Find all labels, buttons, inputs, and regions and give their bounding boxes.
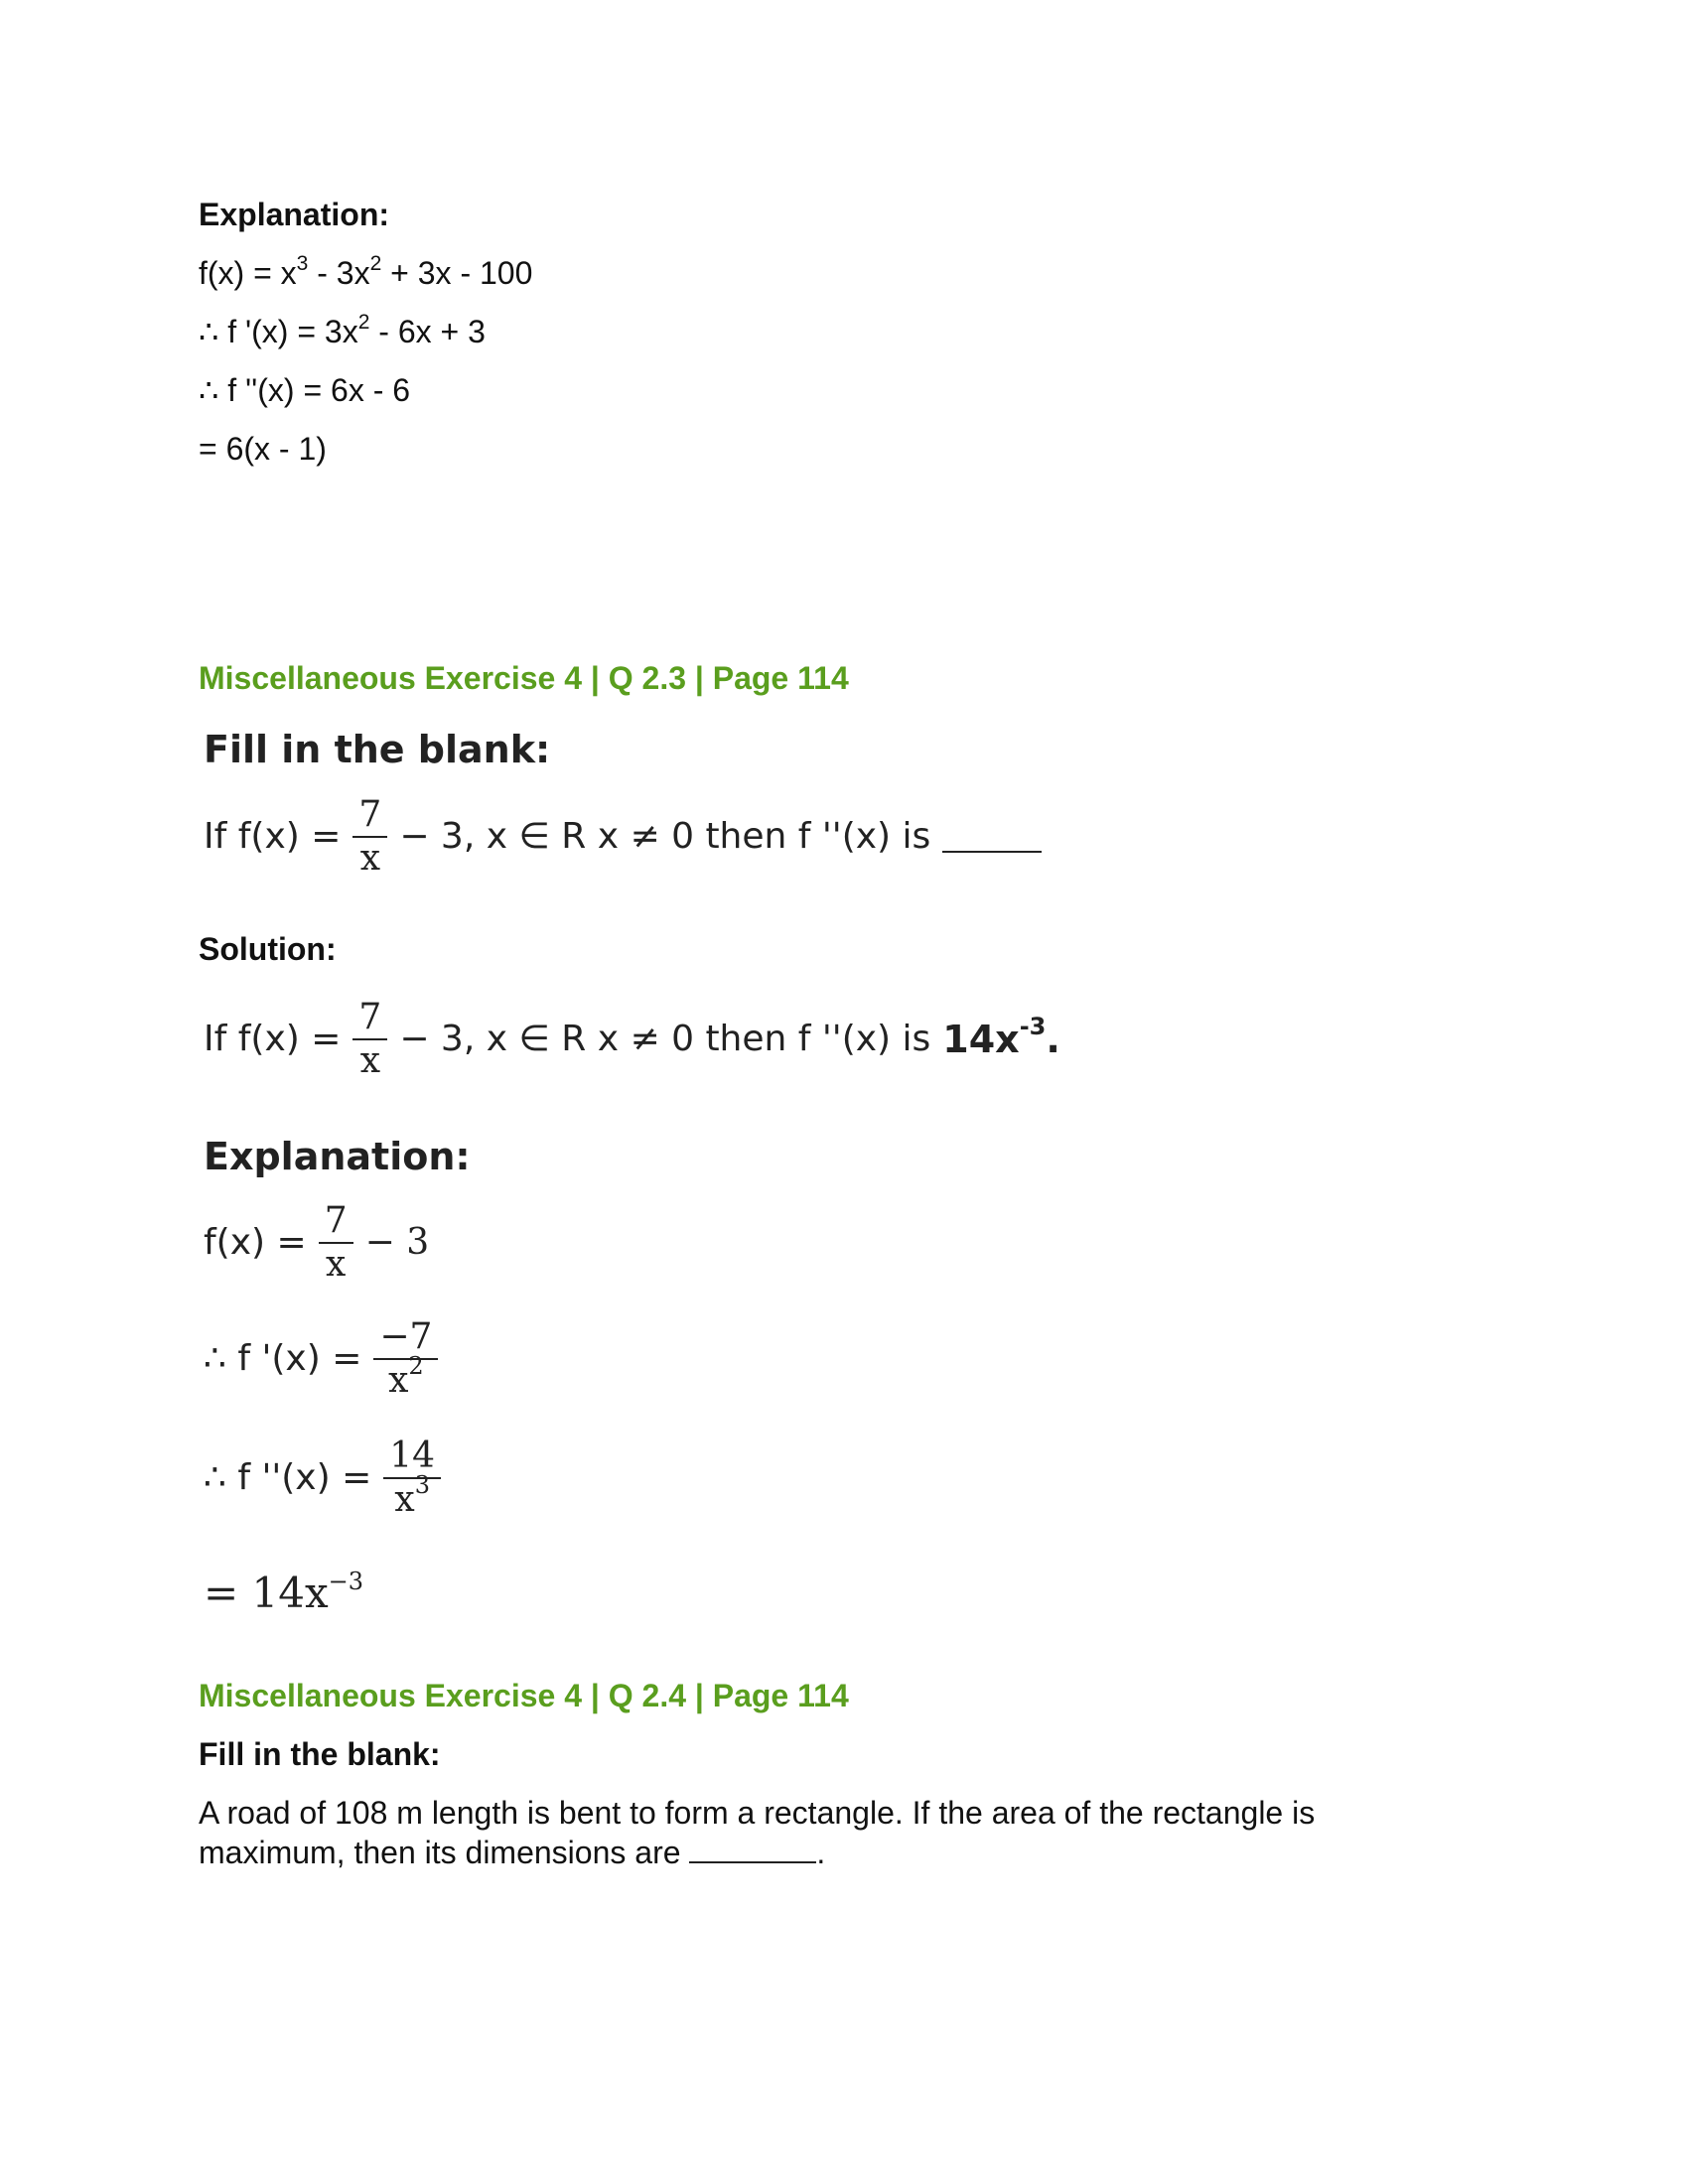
explanation-heading: Explanation: <box>199 197 390 232</box>
question-statement: If f(x) = $\frac{7}{x}$ − 3, x ∈ R x ≠ 0 then f ''(x) is <box>204 796 1042 878</box>
step-1: f(x) = $\frac{7}{x}$ − 3 <box>204 1200 430 1285</box>
fraction-14-over-x3: $\frac{14}{x^3}$ <box>383 1437 441 1519</box>
question-link-q2-4[interactable]: Miscellaneous Exercise 4 | Q 2.4 | Page 114 <box>199 1678 849 1713</box>
explanation-heading-q2-3: Explanation: <box>204 1135 471 1178</box>
answer-value: $14x^{-3}$. <box>942 1012 1060 1061</box>
final-result: = $14x^{-3}$ <box>204 1568 364 1617</box>
explanation-line-2: ∴ f '$(x) = 3x^2 - 6x + 3$ <box>199 311 486 349</box>
question-text-line-2: maximum, then its dimensions are . <box>199 1832 825 1872</box>
fraction-minus7-over-x2: $\frac{-7}{x^2}$ <box>373 1318 438 1400</box>
fill-blank-heading: Fill in the blank: <box>204 728 551 771</box>
answer-blank <box>942 821 1042 853</box>
fraction-7-over-x: $\frac{7}{x}$ <box>352 999 387 1080</box>
explanation-line-3: ∴ f ''(x) = 6x - 6 <box>199 372 411 408</box>
step-3: ∴ f ''(x) = $\frac{14}{x^3}$ <box>204 1437 453 1519</box>
solution-heading: Solution: <box>199 931 337 967</box>
explanation-line-4: = 6(x - 1) <box>199 431 327 467</box>
fraction-7-over-x: $\frac{7}{x}$ <box>319 1202 353 1284</box>
question-text-line-1: A road of 108 m length is bent to form a rectangle. If the area of the rectangle is <box>199 1795 1316 1831</box>
solution-statement: If f(x) = $\frac{7}{x}$ − 3, x ∈ R x ≠ 0 then f ''(x) is $14x^{-3}$. <box>204 997 1060 1081</box>
question-link-q2-3[interactable]: Miscellaneous Exercise 4 | Q 2.3 | Page 114 <box>199 660 849 696</box>
step-2: ∴ f '(x) = $\frac{-7}{x^2}$ <box>204 1318 450 1400</box>
explanation-line-1: $f(x) = x^3 - 3x^2 + 3x - 100$ <box>199 252 533 291</box>
fill-blank-heading-q2-4: Fill in the blank: <box>199 1736 441 1772</box>
fraction-7-over-x: $\frac{7}{x}$ <box>352 796 387 878</box>
answer-blank <box>689 1832 816 1863</box>
